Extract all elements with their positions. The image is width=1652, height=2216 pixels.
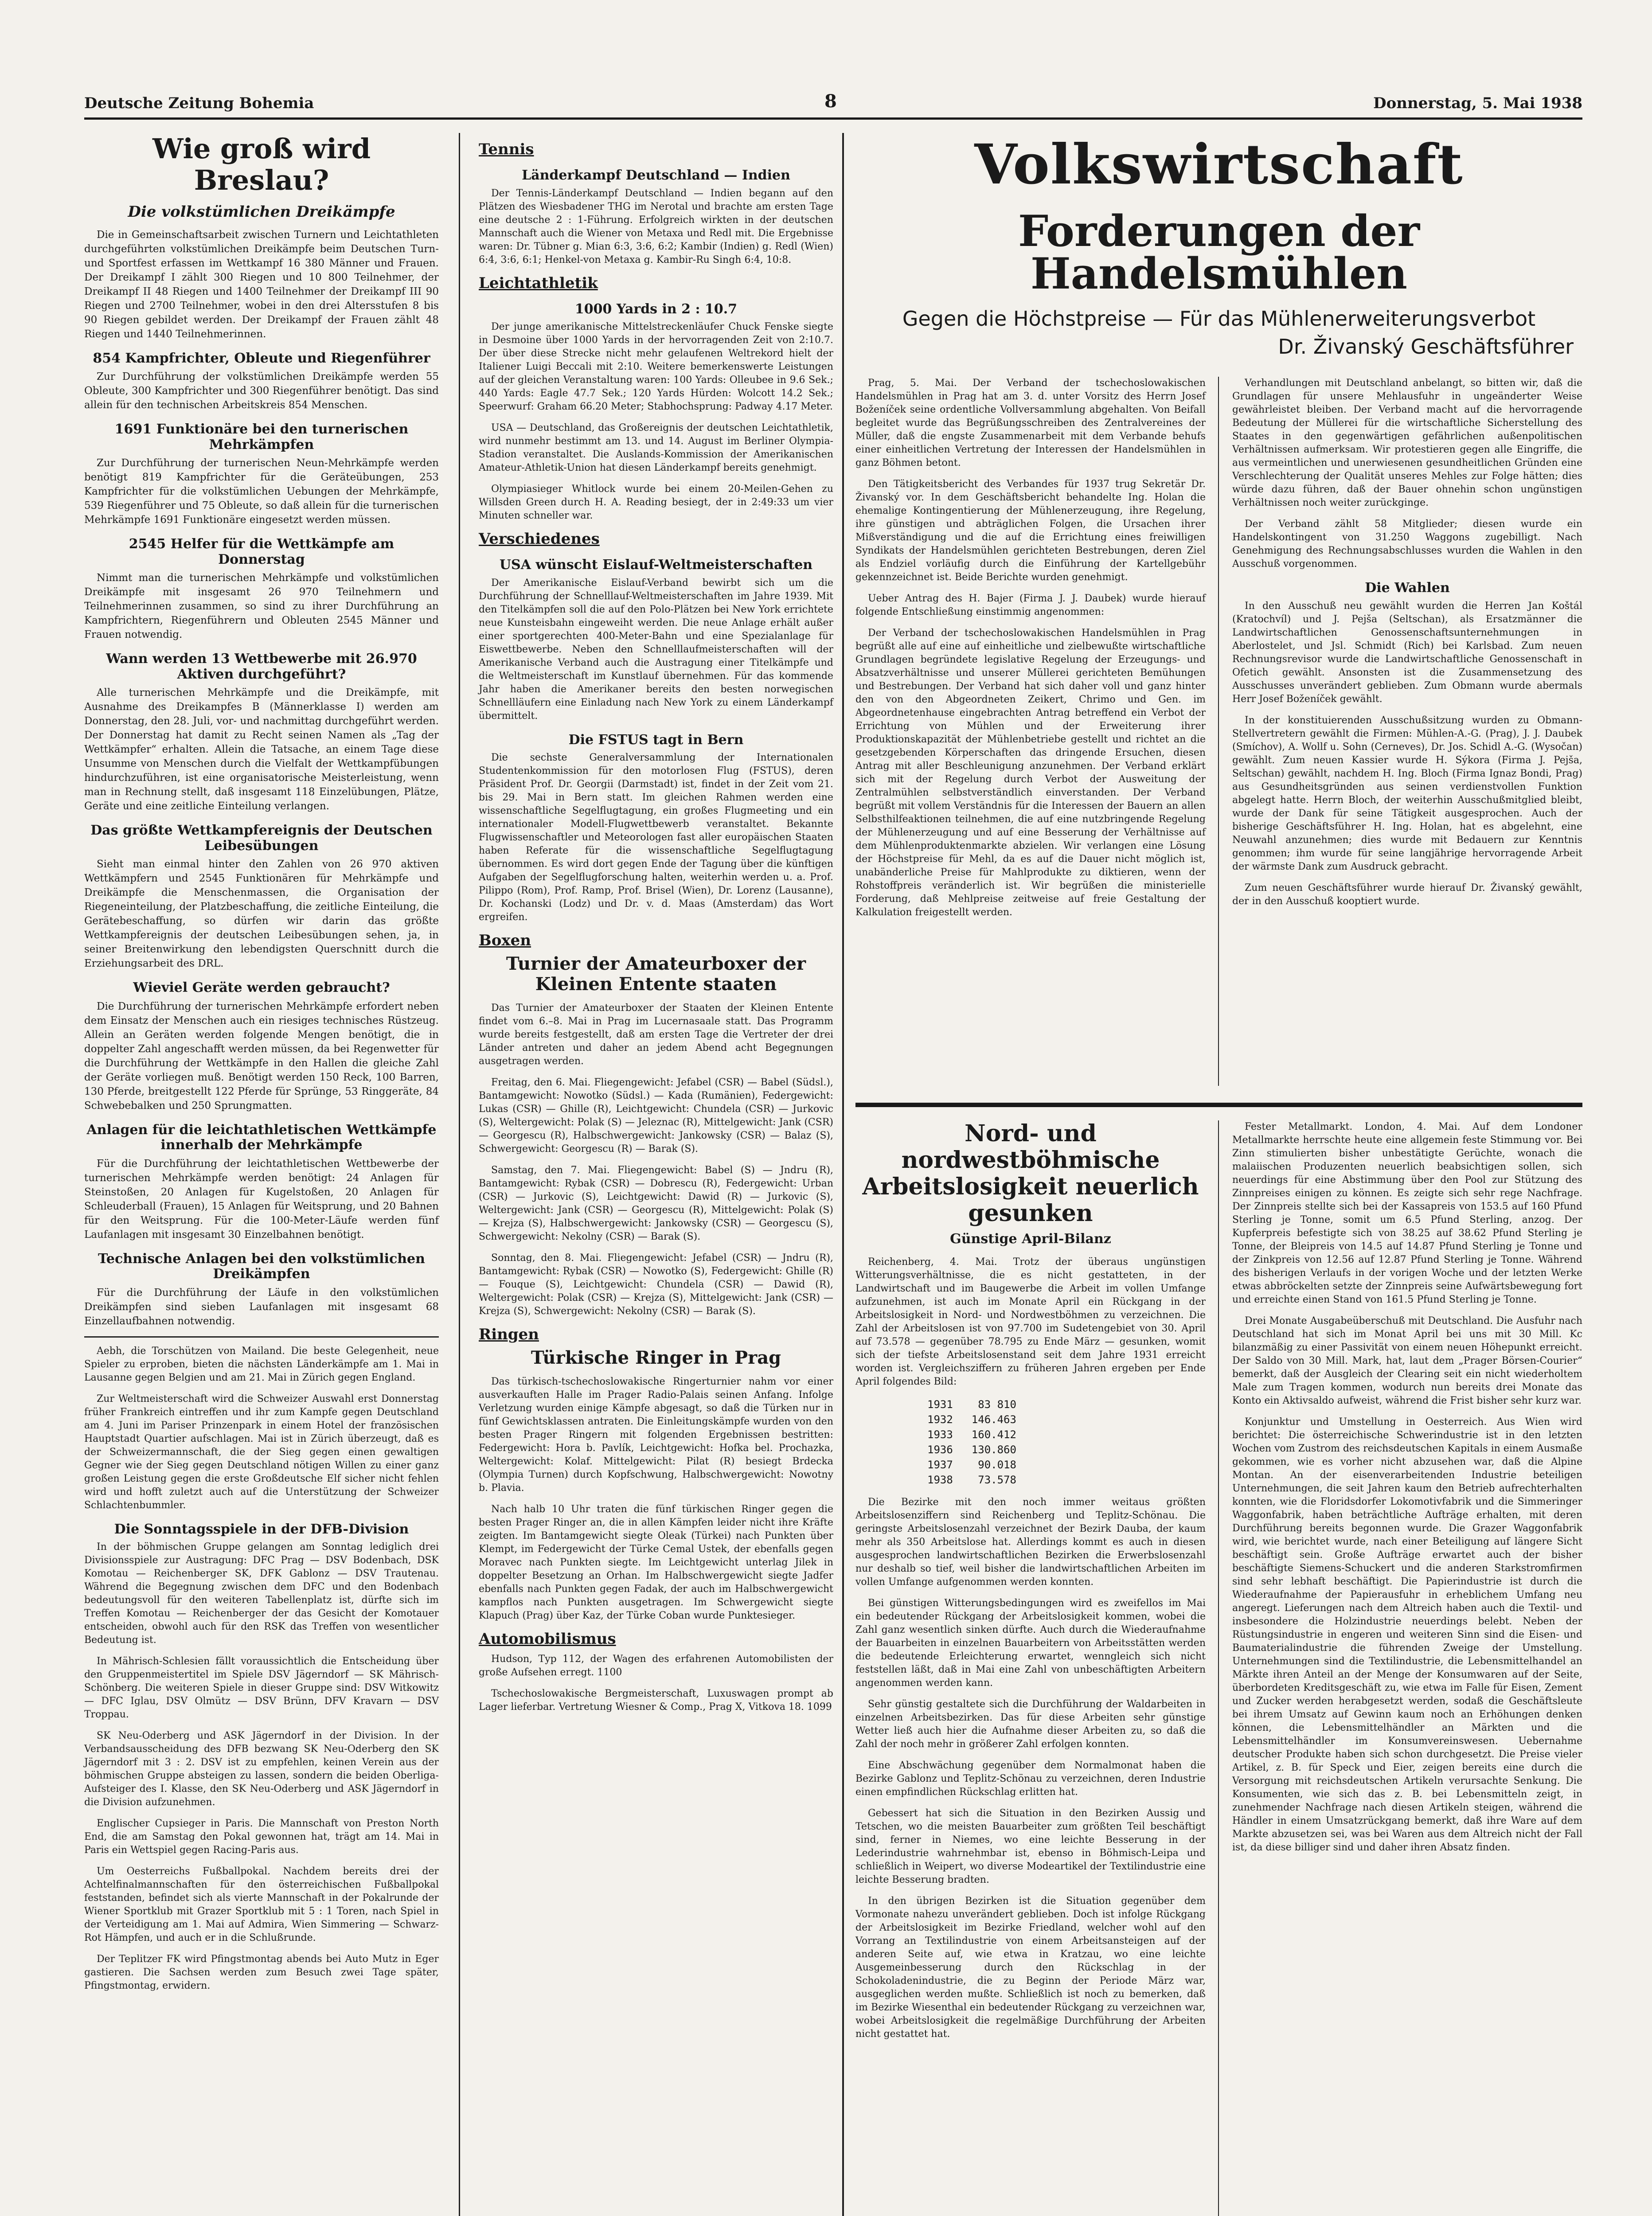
- paragraph: Alle turnerischen Mehrkämpfe und die Dreikämpfe, mit Ausnahme des Dreikampfes B (Männerklasse I) werden am Donnerstag, den 28. Juli, vor- und nachmittag durchgeführt werden. Der Donnerstag hat damit zu Recht seinen Namen als „Tag der Wettkämpfer“ erhalten. Allein die Tatsache, an einem Tage diese Unsumme von Menschen durch die Vielfalt der Wettkampfübungen hindurchzuführen, ist eine organisatorische Meisterleistung, wenn man in Rechnung stellt, daß insgesamt 118 Einzelübungen, Plätze, Geräte und eine zeitliche Einteilung verlangen.: [84, 687, 439, 812]
- subsection-head: Technische Anlagen bei den volkstümlichen Dreikämpfen: [98, 1251, 425, 1282]
- article-headline: Nord- und nordwestböhmische Arbeitslosigkeit neuerlich gesunken: [862, 1120, 1199, 1227]
- paragraph: Prag, 5. Mai. Der Verband der tschechoslowakischen Handelsmühlen in Prag hat am 3. d. unter Vorsitz des Herrn Josef Boženíček seine ordentliche Vollversammlung abgehalten. Von Beifall begleitet wurde das Begrüßungsschreiben des Zentralvereines der Müller, daß die engste Zusammenarbeit mit dem Verbande behufs einer einheitlichen Vertretung der Interessen der Handelsmühlen in ganz Böhmen betont.: [855, 378, 1206, 469]
- subsection-head: Die Wahlen: [1365, 580, 1450, 596]
- column-sport-right: [479, 133, 833, 1722]
- subsection-head: Anlagen für die leichtathletischen Wettkämpfe innerhalb der Mehrkämpfe: [86, 1122, 437, 1153]
- unemployment-article: [855, 1120, 1206, 2048]
- subsection-head: 1691 Funktionäre bei den turnerischen Mehrkämpfen: [114, 421, 409, 453]
- value-cell: 83 810: [978, 1398, 1016, 1411]
- year-cell: 1932: [927, 1413, 953, 1426]
- paragraph: Fester Metallmarkt. London, 4. Mai. Auf dem Londoner Metallmarkte herrschte heute eine allgemein feste Stimmung vor. Bei Zinn stimulierten bisher unbestätigte Gerüchte, wonach die malaiischen Produzenten neuerlich beabsichtigen sollen, sich neuerdings für eine Abstimmung über den Pool zur Stützung des Zinnpreises einigen zu können. Es zeigte sich sehr rege Nachfrage. Der Zinnpreis stellte sich bei der Kassapreis von 153.5 auf 160 Pfund Sterling je Tonne, somit um 6.5 Pfund Sterling, anzog. Der Kupferpreis befestigte sich von 38.25 auf 38.62 Pfund Sterling je Tonne, der Bleipreis von 14.5 auf 14.87 Pfund Sterling je Tonne und der Zinkpreis von 12.56 auf 12.87 Pfund Sterling je Tonne. Während des bisherigen Verlaufs in der vorigen Woche und der letzten Werke etwas abbröckelten setzte der Zinnpreis seine Aufwärtsbewegung fort und erreichte einen Stand von 161.5 Pfund Sterling je Tonne.: [1232, 1121, 1582, 1306]
- year-cell: 1933: [927, 1428, 953, 1441]
- lead-headline: Forderungen der Handelsmühlen: [1018, 206, 1420, 299]
- rubric-label: Verschiedenes: [479, 530, 600, 548]
- rubric-label: Leichtathletik: [479, 274, 598, 292]
- value-cell: 73.578: [978, 1473, 1016, 1486]
- paragraph: Aebh, die Torschützen von Mailand. Die beste Gelegenheit, neue Spieler zu erproben, bieten die nächsten Länderkämpfe am 1. Mai in Lausanne gegen Belgien und am 21. Mai in Zürich gegen England.: [84, 1345, 439, 1383]
- value-cell: 160.412: [971, 1428, 1016, 1441]
- paragraph: Zur Weltmeisterschaft wird die Schweizer Auswahl erst Donnerstag früher Frankreich eintreffen und ihr zum Kampfe gegen Deutschland am 4. Juni im Pariser Prinzenpark in einem Hotel der französischen Hauptstadt Quartier aufschlagen. Mai ist in Zürich überzeugt, daß es der Schweizermannschaft, die der Sieg gegen einen gewaltigen Gegner wie der Sieg gegen Deutschland nötigen Willen zu einer ganz großen Leistung gegen die erste Großdeutsche Elf sicher nicht fehlen wird und hofft zuletzt auch auf die Unterstützung der Schweizer Schlachtenbummler.: [84, 1393, 439, 1511]
- subcolumn-rule: [1218, 1120, 1219, 2216]
- lead-article-left: [855, 377, 1206, 927]
- rubric-label: Ringen: [479, 1326, 539, 1344]
- article-headline: 1000 Yards in 2 : 10.7: [574, 301, 738, 317]
- subsection-head: 2545 Helfer für die Wettkämpfe am Donnerstag: [129, 536, 394, 567]
- paragraph: Tschechoslowakische Bergmeisterschaft, Luxuswagen prompt ab Lager lieferbar. Vertretung Wiesner & Comp., Prag X, Vitkova 18. 1099: [479, 1688, 833, 1713]
- article-headline: Wie groß wird Breslau?: [152, 133, 371, 197]
- paragraph: Die sechste Generalversammlung der Internationalen Studentenkommission für den motorlosen Flug (FSTUS), deren Präsident Prof. Dr. Georgii (Darmstadt) ist, findet in der Zeit vom 21. bis 29. Mai in Bern statt. Im gleichen Rahmen werden eine wissenschaftliche Segelflugtagung, ein großes Flugmeeting und ein internationaler Modell-Flugwettbewerb veranstaltet. Bekannte Flugwissenschaftler und Meteorologen fast aller europäischen Staaten haben Referate für die wissenschaftliche Segelflugtagung übernommen. Es wird dort gegen Ende der Tagung über die künftigen Aufgaben der Segelflugforschung halten, weiterhin werden u. a. Prof. Pilippo (Rom), Prof. Ramp, Prof. Brisel (Wien), Dr. Lorenz (Lausanne), Dr. Kochanski (Lodz) und Dr. v. d. Maas (Amsterdam) das Wort ergreifen.: [479, 752, 833, 923]
- paragraph: Verhandlungen mit Deutschland anbelangt, so bitten wir, daß die Grundlagen für unsere Mehlausfuhr in ungeänderter Weise gewährleistet bleiben. Der Verband macht auf die hervorragende Bedeutung der Müllerei für die wirtschaftliche Sicherstellung des Staates in den gegenwärtigen gefährlichen außenpolitischen Verhältnissen aufmerksam. Wir protestieren gegen alle Eingriffe, die aus vermeintlichen und unerwiesenen gesundheitlichen Gründen eine Verschlechterung der Qualität unseres Mehles zur Folge hätten; dies würde dazu führen, daß der Bauer ohnehin schon ungünstigen Verhältnissen noch weiter zurückginge.: [1232, 378, 1582, 509]
- page-number: 8: [824, 91, 837, 112]
- subcolumn-rule: [1218, 377, 1219, 1086]
- paragraph: Sehr günstig gestaltete sich die Durchführung der Waldarbeiten in einzelnen Arbeitsbezirken. Das für diese Arbeiten sehr günstige Wetter ließ auch hier die Aufnahme dieser Arbeiten zu, so daß die Zahl der noch mehr in größerer Zahl erfolgen konnten.: [855, 1698, 1206, 1750]
- article-subhead: Günstige April-Bilanz: [950, 1231, 1111, 1247]
- paragraph: Der Teplitzer FK wird Pfingstmontag abends bei Auto Mutz in Eger gastieren. Die Sachsen werden zum Besuch zwei Tage später, Pfingstmontag, erwidern.: [84, 1954, 439, 1992]
- market-news: [1232, 1120, 1582, 1862]
- paragraph: Olympiasieger Whitlock wurde bei einem 20-Meilen-Gehen zu Willsden Green durch H. A. Reading besiegt, der in 2:49:33 um vier Minuten schneller war.: [479, 484, 833, 522]
- paragraph: Sieht man einmal hinter den Zahlen von 26 970 aktiven Wettkämpfern und 2545 Funktionären für Mehrkämpfe und Dreikämpfe die Menschenmassen, die Organisation der Riegeneinteilung, der Platzbeschaffung, die zeitliche Einteilung, die Gerätebeschaffung, so dürfen wir darin das größte Wettkampfereignis der deutschen Leibesübungen sehen, ja, in seiner Breitenwirkung den lebendigsten Querschnitt durch die Erziehungsarbeit des DRL.: [84, 858, 439, 970]
- subsection-head: 854 Kampfrichter, Obleute und Riegenführer: [93, 350, 430, 366]
- paragraph: Nach halb 10 Uhr traten die fünf türkischen Ringer gegen die besten Prager Ringer an, die in allen Kämpfen leider nicht ihre Kräfte zeigten. Im Bantamgewicht siegte Oleak (Türkei) nach Punkten über Klempt, im Federgewicht der Türke Cemal Ustek, der ebenfalls gegen Moravec nach Punkten siegte. Im Leichtgewicht unterlag Jilek in doppelter Besetzung an Orhan. Im Halbschwergewicht siegte Jadfer ebenfalls nach Punkten gegen Fadak, der auch im Halbschwergewicht kampflos nach Punkten ausgetragen. Im Schwergewicht siegte Klapuch (Prag) über Kaz, der Türke Coban wurde Punktesieger.: [479, 1504, 833, 1622]
- paragraph: Nimmt man die turnerischen Mehrkämpfe und volkstümlichen Dreikämpfe mit insgesamt 26 970 Teilnehmern und Teilnehmerinnen zusammen, so sind zu ihrer Durchführung an Kampfrichtern, Riegenführern und Obleuten 2545 Männer und Frauen notwendig.: [84, 572, 439, 641]
- value-cell: 130.860: [971, 1443, 1016, 1456]
- paragraph: Drei Monate Ausgabeüberschuß mit Deutschland. Die Ausfuhr nach Deutschland hat sich im Monat April bei uns mit 30 Mill. Kc bilanzmäßig zu einer Passivität von einem neuen Höhepunkt erreicht. Der Saldo von 30 Mill. Mark, hat, laut dem „Prager Börsen-Courier“ bemerkt, daß der Ausgleich der Clearing seit ein nicht wiederholtem Male zum Tragen kommen, wodurch nun bereits drei Monate das Konto ein Aktivsaldo aufweist, während die Frist bisher sehr kurz war.: [1232, 1315, 1582, 1407]
- paragraph: Die Durchführung der turnerischen Mehrkämpfe erfordert neben dem Einsatz der Menschen auch ein riesiges technisches Rüstzeug. Allein an Geräten werden folgende Mengen benötigt, die in doppelter Zahl angeschafft werden müssen, da bei Regenwetter für die Durchführung der Wettkämpfe in den Hallen die gleiche Zahl der Geräte vorliegen muß. Benötigt werden 150 Reck, 100 Barren, 130 Pferde, breitgestellt 122 Pferde für Sprünge, 53 Ringgeräte, 84 Schwebebalken und 250 Sprungmatten.: [84, 1000, 439, 1112]
- lead-article-right: [1232, 377, 1582, 916]
- paragraph: Zum neuen Geschäftsführer wurde hierauf Dr. Živanský gewählt, der in den Ausschuß kooptiert wurde.: [1232, 882, 1582, 907]
- lead-subhead: Gegen die Höchstpreise — Für das Mühlenerweiterungsverbot: [902, 307, 1536, 331]
- section-divider: [855, 1103, 1582, 1107]
- column-economy: [855, 133, 1582, 2216]
- column-rule-1: [459, 133, 460, 2216]
- paragraph: In der böhmischen Gruppe gelangen am Sonntag lediglich drei Divisionsspiele zur Austragung: DFC Prag — DSV Bodenbach, DSK Komotau — Reichenberger SK, DFK Gablonz — DSV Trautenau. Während die Begegnung zwischen dem DFC und den Bodenbach bedeutungsvoll für den weiteren Tabellenplatz ist, dürfte sich im Treffen Komotau — Reichenberger der das Gesicht der Komotauer entscheiden, obwohl auch für den RSK das Treffen von wesentlicher Bedeutung ist.: [84, 1541, 439, 1646]
- paragraph: Der junge amerikanische Mittelstreckenläufer Chuck Fenske siegte in Desmoine über 1000 Yards in der hervorragenden Zeit von 2:10.7. Der über diese Strecke nicht mehr gelaufenen Weltrekord hielt der Italiener Luigi Beccali mit 2:10. Weitere bemerkenswerte Leistungen auf der gleichen Veranstaltung waren: 100 Yards: Olleubee in 9.6 Sek.; 440 Yards: Eagle 47.7 Sek.; 120 Yards Hürden: Wolcott 14.2 Sek.; Speerwurf: Graham 66.20 Meter; Stabhochsprung: Padway 4.17 Meter.: [479, 321, 833, 413]
- table-row: [927, 1443, 1034, 1457]
- paragraph: Hudson, Typ 112, der Wagen des erfahrenen Automobilisten der große Aufsehen erregt. 1100: [479, 1653, 833, 1678]
- table-row: [927, 1412, 1034, 1427]
- subsection-head: Das größte Wettkampfereignis der Deutschen Leibesübungen: [90, 823, 433, 854]
- table-row: [927, 1428, 1034, 1442]
- paragraph: Den Tätigkeitsbericht des Verbandes für 1937 trug Sekretär Dr. Živanský vor. In dem Geschäftsbericht behandelte Ing. Holan die ehemalige Kontingentierung der Mühlenerzeugung, ihre Regelung, ihre günstigen und abträglichen Folgen, die Ursachen ihrer Mißverständigung und die auf die Errichtung eines freiwilligen Syndikats der Handelsmühlen gerichteten Bestrebungen, deren Ziel als Endziel vorläufig durch die Einführung der Kartellgebühr gekennzeichnet ist. Beide Berichte wurden genehmigt.: [855, 479, 1206, 583]
- paragraph: In den Ausschuß neu gewählt wurden die Herren Jan Koštál (Kratochvíl) und J. Pejša (Seltschan), als Ersatzmänner die Landwirtschaftlichen Genossenschaftsunternehmungen in Aberlostelet, und Jsl. Schmidt (Rich) bei Karlsbad. Zum neuen Rechnungsrevisor wurde die Landwirtschaftliche Genossenschaft in Ofetich gewählt. Ansonsten ist die Zusammensetzung des Ausschusses unverändert geblieben. Zum Obmann wurde abermals Herr Josef Boženíček gewählt.: [1232, 600, 1582, 705]
- year-cell: 1931: [927, 1398, 953, 1411]
- table-row: [927, 1458, 1034, 1472]
- value-cell: 146.463: [971, 1413, 1016, 1426]
- lower-articles: [855, 1120, 1582, 2216]
- paragraph: Englischer Cupsieger in Paris. Die Mannschaft von Preston North End, die am Samstag den Pokal gewonnen hat, trägt am 14. Mai in Paris ein Wettspiel gegen Racing-Paris aus.: [84, 1818, 439, 1856]
- paragraph: Reichenberg, 4. Mai. Trotz der überaus ungünstigen Witterungsverhältnisse, die es nicht gestatteten, in der Landwirtschaft und im Baugewerbe die Arbeit im vollen Umfange aufzunehmen, ist auch im Monate April ein Rückgang in der Arbeitslosigkeit in Nord- und Nordwestböhmen zu verzeichnen. Die Zahl der Arbeitslosen ist von 97.700 im Sudetengebiet von 30. April auf 73.578 — gegenüber 78.795 zu Ende März — gesunken, womit sich der tiefste Arbeitslosenstand seit dem Jahre 1931 erreicht worden ist. Vergleichsziffern zu früheren Jahren ergeben per Ende April folgendes Bild:: [855, 1256, 1206, 1387]
- article-headline: Die FSTUS tagt in Bern: [568, 732, 744, 748]
- paragraph: In der konstituierenden Ausschußsitzung wurden zu Obmann-Stellvertretern gewählt die Firmen: Mühlen-A.-G. (Prag), J. J. Daubek (Smíchov), A. Wollf u. Sohn (Cerneves), Dr. Jos. Schidl A.-G. (Wysočan) gewählt. Zum neuen Kassier wurde H. Sýkora (Firma J. Pejša, Seltschan) gewählt, nachdem H. Ing. Bloch (Firma Ignaz Bondi, Prag) aus Gesundheitsgründen aus seinen verdienstvollen Funktion abgelegt hatte. Herrn Bloch, der weiterhin Ausschußmitglied bleibt, wurde der Dank für seine Tätigkeit ausgesprochen. Auch der bisherige Geschäftsführer H. Ing. Holan, hat es abgelehnt, eine Neuwahl anzunehmen; dies wurde mit Bedauern zur Kenntnis genommen; ihm wurde für seine langjährige hervorragende Arbeit der wärmste Dank zum Ausdruck gebracht.: [1232, 714, 1582, 872]
- year-cell: 1936: [927, 1443, 953, 1456]
- paragraph: Eine Abschwächung gegenüber dem Normalmonat haben die Bezirke Gablonz und Teplitz-Schönau zu verzeichnen, deren Industrie einen empfindlichen Rückschlag erlitten hat.: [855, 1760, 1206, 1798]
- paragraph: Der Tennis-Länderkampf Deutschland — Indien begann auf den Plätzen des Wiesbadener THG im Nerotal und brachte am ersten Tage eine deutsche 2 : 1-Führung. Erfolgreich wirkten in der deutschen Mannschaft auch die Wiener von Metaxa und Redl mit. Die Ergebnisse waren: Dr. Tübner g. Mian 6:3, 3:6, 6:2; Kambir (Indien) g. Redl (Wien) 6:4, 3:6, 6:1; Henkel-von Metaxa g. Kambir-Ru Singh 6:4, 10:8.: [479, 187, 833, 265]
- paragraph: Zur Durchführung der volkstümlichen Dreikämpfe werden 55 Obleute, 300 Kampfrichter und 300 Riegenführer benötigt. Das sind allein für den technischen Arbeitskreis 854 Menschen.: [84, 371, 439, 411]
- paragraph: USA — Deutschland, das Großereignis der deutschen Leichtathletik, wird nunmehr bestimmt am 13. und 14. August im Berliner Olympia-Stadion veranstaltet. Die Auslands-Kommission der Amerikanischen Amateur-Athletik-Union hat diesen Länderkampf bereits genehmigt.: [479, 422, 833, 474]
- paragraph: Sonntag, den 8. Mai. Fliegengewicht: Jefabel (CSR) — Jndru (R), Bantamgewicht: Rybak (CSR) — Nowotko (S), Federgewicht: Ghille (R) — Fouque (S), Leichtgewicht: Chundela (CSR) — Dawid (R), Weltergewicht: Polak (CSR) — Krejza (S), Mittelgewicht: Jank (CSR) — Krejza (S), Schwergewicht: Nekolny (CSR) — Barak (S).: [479, 1252, 833, 1317]
- subsection-head: Die Sonntagsspiele in der DFB-Division: [114, 1521, 409, 1537]
- issue-date: Donnerstag, 5. Mai 1938: [1373, 94, 1582, 112]
- paragraph: Das Turnier der Amateurboxer der Staaten der Kleinen Entente findet vom 6.–8. Mai in Prag im Lucernasaale statt. Das Programm wurde bereits festgestellt, daß am ersten Tage die Vertreter der drei Länder antreten und daher an jedem Abend acht Begegnungen ausgetragen werden.: [479, 1003, 833, 1067]
- article-subhead: Die volkstümlichen Dreikämpfe: [128, 203, 395, 221]
- paragraph: Freitag, den 6. Mai. Fliegengewicht: Jefabel (CSR) — Babel (Südsl.), Bantamgewicht: Nowotko (Südsl.) — Kada (Rumänien), Federgewicht: Lukas (CSR) — Ghille (R), Leichtgewicht: Chundela (CSR) — Jurkovic (S), Weltergewicht: Polak (S) — Jeleznac (R), Mittelgewicht: Jank (CSR) — Georgescu (R), Halbschwergewicht: Jankowsky (CSR) — Balaz (S), Schwergewicht: Georgescu (R) — Barak (S).: [479, 1077, 833, 1155]
- paragraph: Der Verband zählt 58 Mitglieder; diesen wurde ein Handelskontingent von 31.250 Waggons zugebilligt. Nach Genehmigung des Rechnungsabschlusses wurden die Wahlen in den Ausschuß vorgenommen.: [1232, 519, 1582, 570]
- paragraph: Ueber Antrag des H. Bajer (Firma J. J. Daubek) wurde hierauf folgende Entschließung einstimmig angenommen:: [855, 593, 1206, 618]
- lead-article-body: [855, 377, 1582, 1095]
- running-header: [84, 91, 1582, 120]
- article-headline: Länderkampf Deutschland — Indien: [522, 168, 790, 183]
- rubric-label: Boxen: [479, 932, 531, 950]
- rubric-label: Automobilismus: [479, 1630, 616, 1648]
- subsection-head: Wann werden 13 Wettbewerbe mit 26.970 Aktiven durchgeführt?: [106, 651, 417, 682]
- paragraph: Der Amerikanische Eislauf-Verband bewirbt sich um die Durchführung der Schnelllauf-Weltmeisterschaften im Jahre 1939. Mit den Titelkämpfen soll die auf den Polo-Plätzen bei New York errichtete neue Kunsteisbahn eingeweiht werden. Die neue Anlage erhält außer einer sportgerechten 400-Meter-Bahn und eine Spezialanlage für Eiswettbewerbe. Neben den Schnelllaufmeisterschaften will der Amerikanische Verband auch die Austragung einer Titelkämpfe und die Weltmeisterschaft im Kunstlauf übernehmen. Für das kommende Jahr haben die Amerikaner bereits den besten norwegischen Schnellläufern eine Einladung nach New York zu einem Länderkampf übermittelt.: [479, 577, 833, 722]
- paragraph: Konjunktur und Umstellung in Oesterreich. Aus Wien wird berichtet: Die österreichische Schwerindustrie ist in den letzten Wochen vom Zustrom des reichsdeutschen Kapitals in einem Ausmaße gekommen, wie es vorher nicht abzusehen war, daß die Alpine Montan. An der eisenverarbeitenden Industrie beteiligen Unternehmungen, die seit Jahren kaum den Betrieb aufrechterhalten konnten, wie die Floridsdorfer Lokomotivfabrik und die Simmeringer Waggonfabrik, haben beträchtliche Aufträge erhalten, mit deren Durchführung bereits begonnen wurde. Die Grazer Waggonfabrik wird, wie berichtet wurde, nach einer Beteiligung auf längere Sicht beschäftigt sein. Große Aufträge erwartet auch der bisher beschäftigte Siemens-Schuckert und die anderen Starkstromfirmen sind sehr lebhaft beschäftigt. Die Papierindustrie ist durch die Wiederaufnahme der Papierausfuhr in erheblichem Umfang neu angeregt. Lieferungen nach dem Altreich haben auch die Textil- und insbesondere die Holzindustrie neuerdings belebt. Neben der Rüstungsindustrie in engeren und weiteren Sinn sind die Eisen- und Baumaterialindustrie die führenden Zweige der Umstellung. Unternehmungen sind die Textilindustrie, die Lebensmittelhandel an Märkte ihren Anteil an der Menge der Konsumwaren auf der Seite, überbordeten Kreditsgeschäft zu, wie etwa im Falle für Eisen, Zement und Zucker werden herabgesetzt werden, sodaß die Geschäftsleute bei ihrem Umsatz auf Gewinn kaum noch an Erhöhungen denken können, die Lebensmittelhändler an Märkten und die Lebensmittelhändler im Konsumvereinswesen. Uebernahme deutscher Produkte haben sich schon durchgesetzt. Die Preise vieler Artikel, z. B. für Speck und Eier, zeigen bereits eine durch die Versorgung mit reichsdeutschen Artikeln verursachte Senkung. Die Konsumenten, wie sich das z. B. bei Lebensmitteln zeigt, in zunehmender Nachfrage nach diesen Artikeln steigen, während die Händler in einem Umsatzrückgang bemerkt, daß ihre Ware auf dem Markte abzusetzen sei, was bei Waren aus dem Altreich nicht der Fall ist, da diese billiger sind und daher ihren Absatz finden.: [1232, 1416, 1582, 1853]
- article-headline: Türkische Ringer in Prag: [531, 1347, 781, 1369]
- paragraph: Der Verband der tschechoslowakischen Handelsmühlen in Prag begrüßt alle auf eine auf einheitliche und zielbewußte wirtschaftliche Grundlagen begründete legislative Regelung der Erzeugungs- und Absatzverhältnisse und unserer Müllerei gerichteten Bemühungen und Bestrebungen. Der Verband hat sich daher voll und ganz hinter den von den Abgeordneten Zeikert, Chrimo und Gen. im Abgeordnetenhause eingebrachten Antrag betreffend ein Verbot der Errichtung von Mühlen und der Erweiterung ihrer Produktionskapazität der Mühlenbetriebe gestellt und richtet an die gesetzgebenden Körperschaften das dringende Ersuchen, diesen Antrag mit aller Beschleunigung anzunehmen. Der Verband erklärt sich mit der Regelung durch Verbot der Ausweitung der Zentralmühlen selbstverständlich einverstanden. Der Verband begrüßt mit vollem Verständnis für die Interessen der Bauern an allen Selbsthilfeaktionen teilnehmen, die auf eine nutzbringende Regelung der Mühlenerzeugung und auf eine Besserung der Verhältnisse auf dem Mühlenproduktenmarkte abzielen. Wir verlangen eine Lösung der Höchstpreise für Mehl, da es auf die Dauer nicht möglich ist, unabänderliche Preise für Mahlprodukte zu diktieren, wenn der Rohstoffpreis veränderlich ist. Wir begrüßen die ministerielle Forderung, daß Mehlpreise zeitweise auf freie Gestaltung der Kalkulation freigestellt werden.: [855, 628, 1206, 918]
- subsection-head: Wieviel Geräte werden gebraucht?: [133, 980, 390, 996]
- year-cell: 1938: [927, 1473, 953, 1486]
- paragraph: Für die Durchführung der leichtathletischen Wettbewerbe der turnerischen Mehrkämpfe werden benötigt: 24 Anlagen für Steinstoßen, 20 Anlagen für Kugelstoßen, 20 Anlagen für Schleuderball (Frauen), 15 Anlagen für Weitsprung, und 20 Bahnen für den Weitsprung. Für die 100-Meter-Läufe werden fünf Laufanlagen mit insgesamt 30 Einzelbahnen benötigt.: [84, 1158, 439, 1241]
- column-rule-2: [842, 133, 844, 2216]
- paragraph: Bei günstigen Witterungsbedingungen wird es zweifellos im Mai ein bedeutender Rückgang der Arbeitslosigkeit kommen, wobei die Zahl ganz wesentlich sinken dürfte. Auch durch die Wiederaufnahme der Bauarbeiten in einzelnen Bauarbeitern von Arbeitsstätten werden die bedeutende Erleichterung erwartet, wenngleich sich nicht feststellen läßt, daß in Mai eine Zahl von unbeschäftigten Arbeitern angenommen werden kann.: [855, 1597, 1206, 1689]
- paragraph: Um Oesterreichs Fußballpokal. Nachdem bereits drei der Achtelfinalmannschaften für den österreichischen Fußballpokal feststanden, befindet sich als vierte Mannschaft in der Pokalrunde der Wiener Sportklub mit Grazer Sportklub mit 5 : 1 Toren, nach Spiel in der Verteidigung am 1. Mai auf Admira, Wien Simmering — Schwarz-Rot Hämpfen, und auch er in die Schlußrunde.: [84, 1866, 439, 1944]
- value-cell: 90.018: [978, 1458, 1016, 1471]
- paragraph: Gebessert hat sich die Situation in den Bezirken Aussig und Tetschen, wo die meisten Bauarbeiter zum größten Teil beschäftigt sind, ferner in Niemes, wo eine leichte Besserung in der Lederindustrie wahrnehmbar ist, ebenso in Böhmisch-Leipa und schließlich in Weipert, wo diverse Modeartikel der Textilindustrie eine leichte Besserung bradten.: [855, 1807, 1206, 1885]
- table-row: [927, 1397, 1034, 1412]
- paragraph: In den übrigen Bezirken ist die Situation gegenüber dem Vormonate nahezu unverändert geblieben. Doch ist infolge Rückgang der Arbeitslosigkeit im Bezirke Friedland, welcher wohl auf den Vorrang an Textilindustrie von einem Arbeitsansteigen auf der anderen Seite auf, wie etwa in Kratzau, wo eine leichte Ausgemeinbesserung durch den Rückschlag in der Schokoladenindustrie, die zu Beginn der Periode März war, ausgeglichen werden mußte. Schließlich ist noch zu bemerken, daß im Bezirke Wiesenthal ein bedeutender Rückgang zu verzeichnen war, wobei Arbeitslosigkeit die regelmäßige Durchführung der Arbeiten nicht gestattet hat.: [855, 1895, 1206, 2040]
- year-cell: 1937: [927, 1458, 953, 1471]
- unemployment-table: [926, 1397, 1035, 1488]
- lead-subhead-2: Dr. Živanský Geschäftsführer: [1278, 335, 1574, 359]
- table-row: [927, 1473, 1034, 1487]
- column-sport-left: [84, 133, 439, 2001]
- paragraph: Das türkisch-tschechoslowakische Ringerturnier nahm vor einer ausverkauften Halle im Prager Radio-Palais seinen Anfang. Infolge Verletzung wurden einige Kämpfe abgesagt, so daß die Türken nur in fünf Gewichtsklassen antraten. Die Einleitungskämpfe wurden von den besten Prager Ringern mit folgenden Ergebnissen bestritten: Federgewicht: Hora b. Pavlík, Leichtgewicht: Hofka bel. Prochazka, Weltergewicht: Kolaf. Mittelgewicht: Pilat (R) besiegt Brdecka (Olympia Turnen) durch Kopfschwung, Halbschwergewicht: Nowotny b. Plavia.: [479, 1376, 833, 1494]
- rubric-label: Tennis: [479, 140, 534, 158]
- article-headline: Turnier der Amateurboxer der Kleinen Entente staaten: [506, 953, 806, 995]
- paragraph: Die in Gemeinschaftsarbeit zwischen Turnern und Leichtathleten durchgeführten volkstümlichen Dreikämpfe beim Deutschen Turn- und Sportfest erfassen im Wettkampf 16 380 Männer und Frauen. Der Dreikampf I zählt 300 Riegen und 10 800 Teilnehmer, der Dreikampf II 48 Riegen und 1400 Teilnehmer der Dreikampf III 90 Riegen und 2700 Teilnehmer, wobei in den drei Altersstufen 8 bis 90 Riegen gebildet werden. Der Dreikampf der Frauen zählt 48 Riegen und 1440 Teilnehmerinnen.: [84, 229, 439, 340]
- section-divider: [84, 1336, 439, 1338]
- paragraph: Für die Durchführung der Läufe in den volkstümlichen Dreikämpfen sind sieben Laufanlagen mit insgesamt 68 Einzellaufbahnen notwendig.: [84, 1287, 439, 1327]
- masthead-name: Deutsche Zeitung Bohemia: [84, 94, 314, 112]
- paragraph: In Mährisch-Schlesien fällt voraussichtlich die Entscheidung über den Gruppenmeistertitel im Spiele DSV Jägerndorf — SK Mährisch-Schönberg. Die weiteren Spiele in dieser Gruppe sind: DSV Witkowitz — DFC Iglau, DSV Olmütz — DSV Brünn, DFV Kravarn — DSV Troppau.: [84, 1656, 439, 1721]
- paragraph: Die Bezirke mit den noch immer weitaus größten Arbeitslosenziffern sind Reichenberg und Teplitz-Schönau. Die geringste Arbeitslosenzahl verzeichnet der Bezirk Dauba, der kaum mehr als 350 Arbeitslose hat. Allerdings kommt es auch in diesen ausgesprochen landwirtschaftlichen Bezirken die Erwerbslosenzahl nur deshalb so tief, weil bisher die landwirtschaftlichen Arbeiten im vollen Umfange aufgenommen werden konnten.: [855, 1496, 1206, 1588]
- paragraph: SK Neu-Oderberg und ASK Jägerndorf in der Division. In der Verbandsausscheidung des DFB bezwang SK Neu-Oderberg den SK Jägerndorf mit 3 : 2. DSV ist zu empfehlen, keinen Verein aus der böhmischen Gruppe absteigen zu lassen, sondern die beiden Oberliga-Aufsteiger des I. Klasse, den SK Neu-Oderberg und ASK Jägerndorf in die Division aufzunehmen.: [84, 1730, 439, 1808]
- paragraph: Samstag, den 7. Mai. Fliegengewicht: Babel (S) — Jndru (R), Bantamgewicht: Rybak (CSR) — Dobrescu (R), Federgewicht: Urban (CSR) — Jurkovic (S), Leichtgewicht: Dawid (R) — Jurkovic (S), Weltergewicht: Jank (CSR) — Georgescu (R), Mittelgewicht: Polak (S) — Krejza (S), Halbschwergewicht: Jankowsky (CSR) — Georgescu (S), Schwergewicht: Nekolny (CSR) — Barak (S).: [479, 1165, 833, 1243]
- article-headline: USA wünscht Eislauf-Weltmeisterschaften: [499, 557, 813, 573]
- section-title: Volkswirtschaft: [974, 133, 1464, 197]
- paragraph: Zur Durchführung der turnerischen Neun-Mehrkämpfe werden benötigt 819 Kampfrichter für die Geräteübungen, 253 Kampfrichter für die volkstümlichen Uebungen der Mehrkämpfe, 539 Riegenführer und 75 Obleute, so daß allein für die turnerischen Mehrkämpfe 1691 Funktionäre eingesetzt werden müssen.: [84, 457, 439, 526]
